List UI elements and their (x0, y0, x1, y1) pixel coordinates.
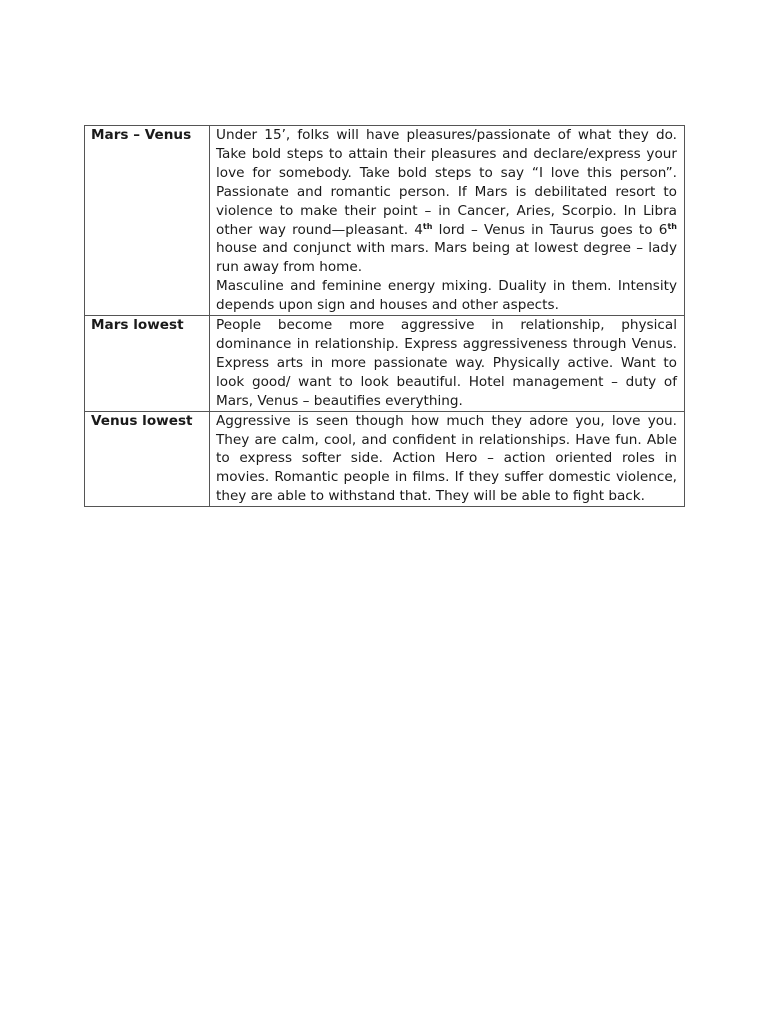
description-text: Under 15’, folks will have pleasures/passionate of what they do. Take bold steps to attain their pleasures and declare/express your love for somebody. Take bold steps to say “I love this person”. Passionate and romantic person. If Mars is debilitated resort to violence to make their point – in Cancer, Aries, Scorpio. In Libra other way round—pleasant. 4 (216, 127, 677, 238)
row-label: Mars – Venus (85, 126, 210, 316)
table-row (85, 126, 685, 316)
table-row (85, 316, 685, 412)
row-description (210, 316, 685, 412)
astrology-table (84, 125, 685, 507)
description-text: lord – Venus in Taurus goes to 6 (432, 221, 668, 238)
description-paragraph: Aggressive is seen though how much they adore you, love you. They are calm, cool, and confident in relationships. Have fun. Able to express softer side. Action Hero – action oriented roles in movies. Romantic people in films. If they suffer domestic violence, they are able to withstand that. They will be able to fight back. (216, 412, 677, 505)
description-paragraph: Masculine and feminine energy mixing. Duality in them. Intensity depends upon sign and houses and other aspects. (216, 278, 677, 314)
description-paragraph (216, 126, 677, 277)
row-description (210, 411, 685, 507)
description-paragraph: People become more aggressive in relationship, physical dominance in relationship. Express aggressiveness through Venus. Express arts in more passionate way. Physically active. Want to look good/ want to look beautiful. Hotel management – duty of Mars, Venus – beautifies everything. (216, 317, 677, 409)
superscript: th (667, 221, 677, 231)
superscript: th (422, 221, 433, 231)
row-label: Venus lowest (85, 411, 210, 507)
row-description (210, 126, 685, 316)
description-text: house and conjunct with mars. Mars being at lowest degree – lady run away from home. (216, 240, 677, 276)
table-row (85, 411, 685, 507)
row-label: Mars lowest (85, 316, 210, 412)
